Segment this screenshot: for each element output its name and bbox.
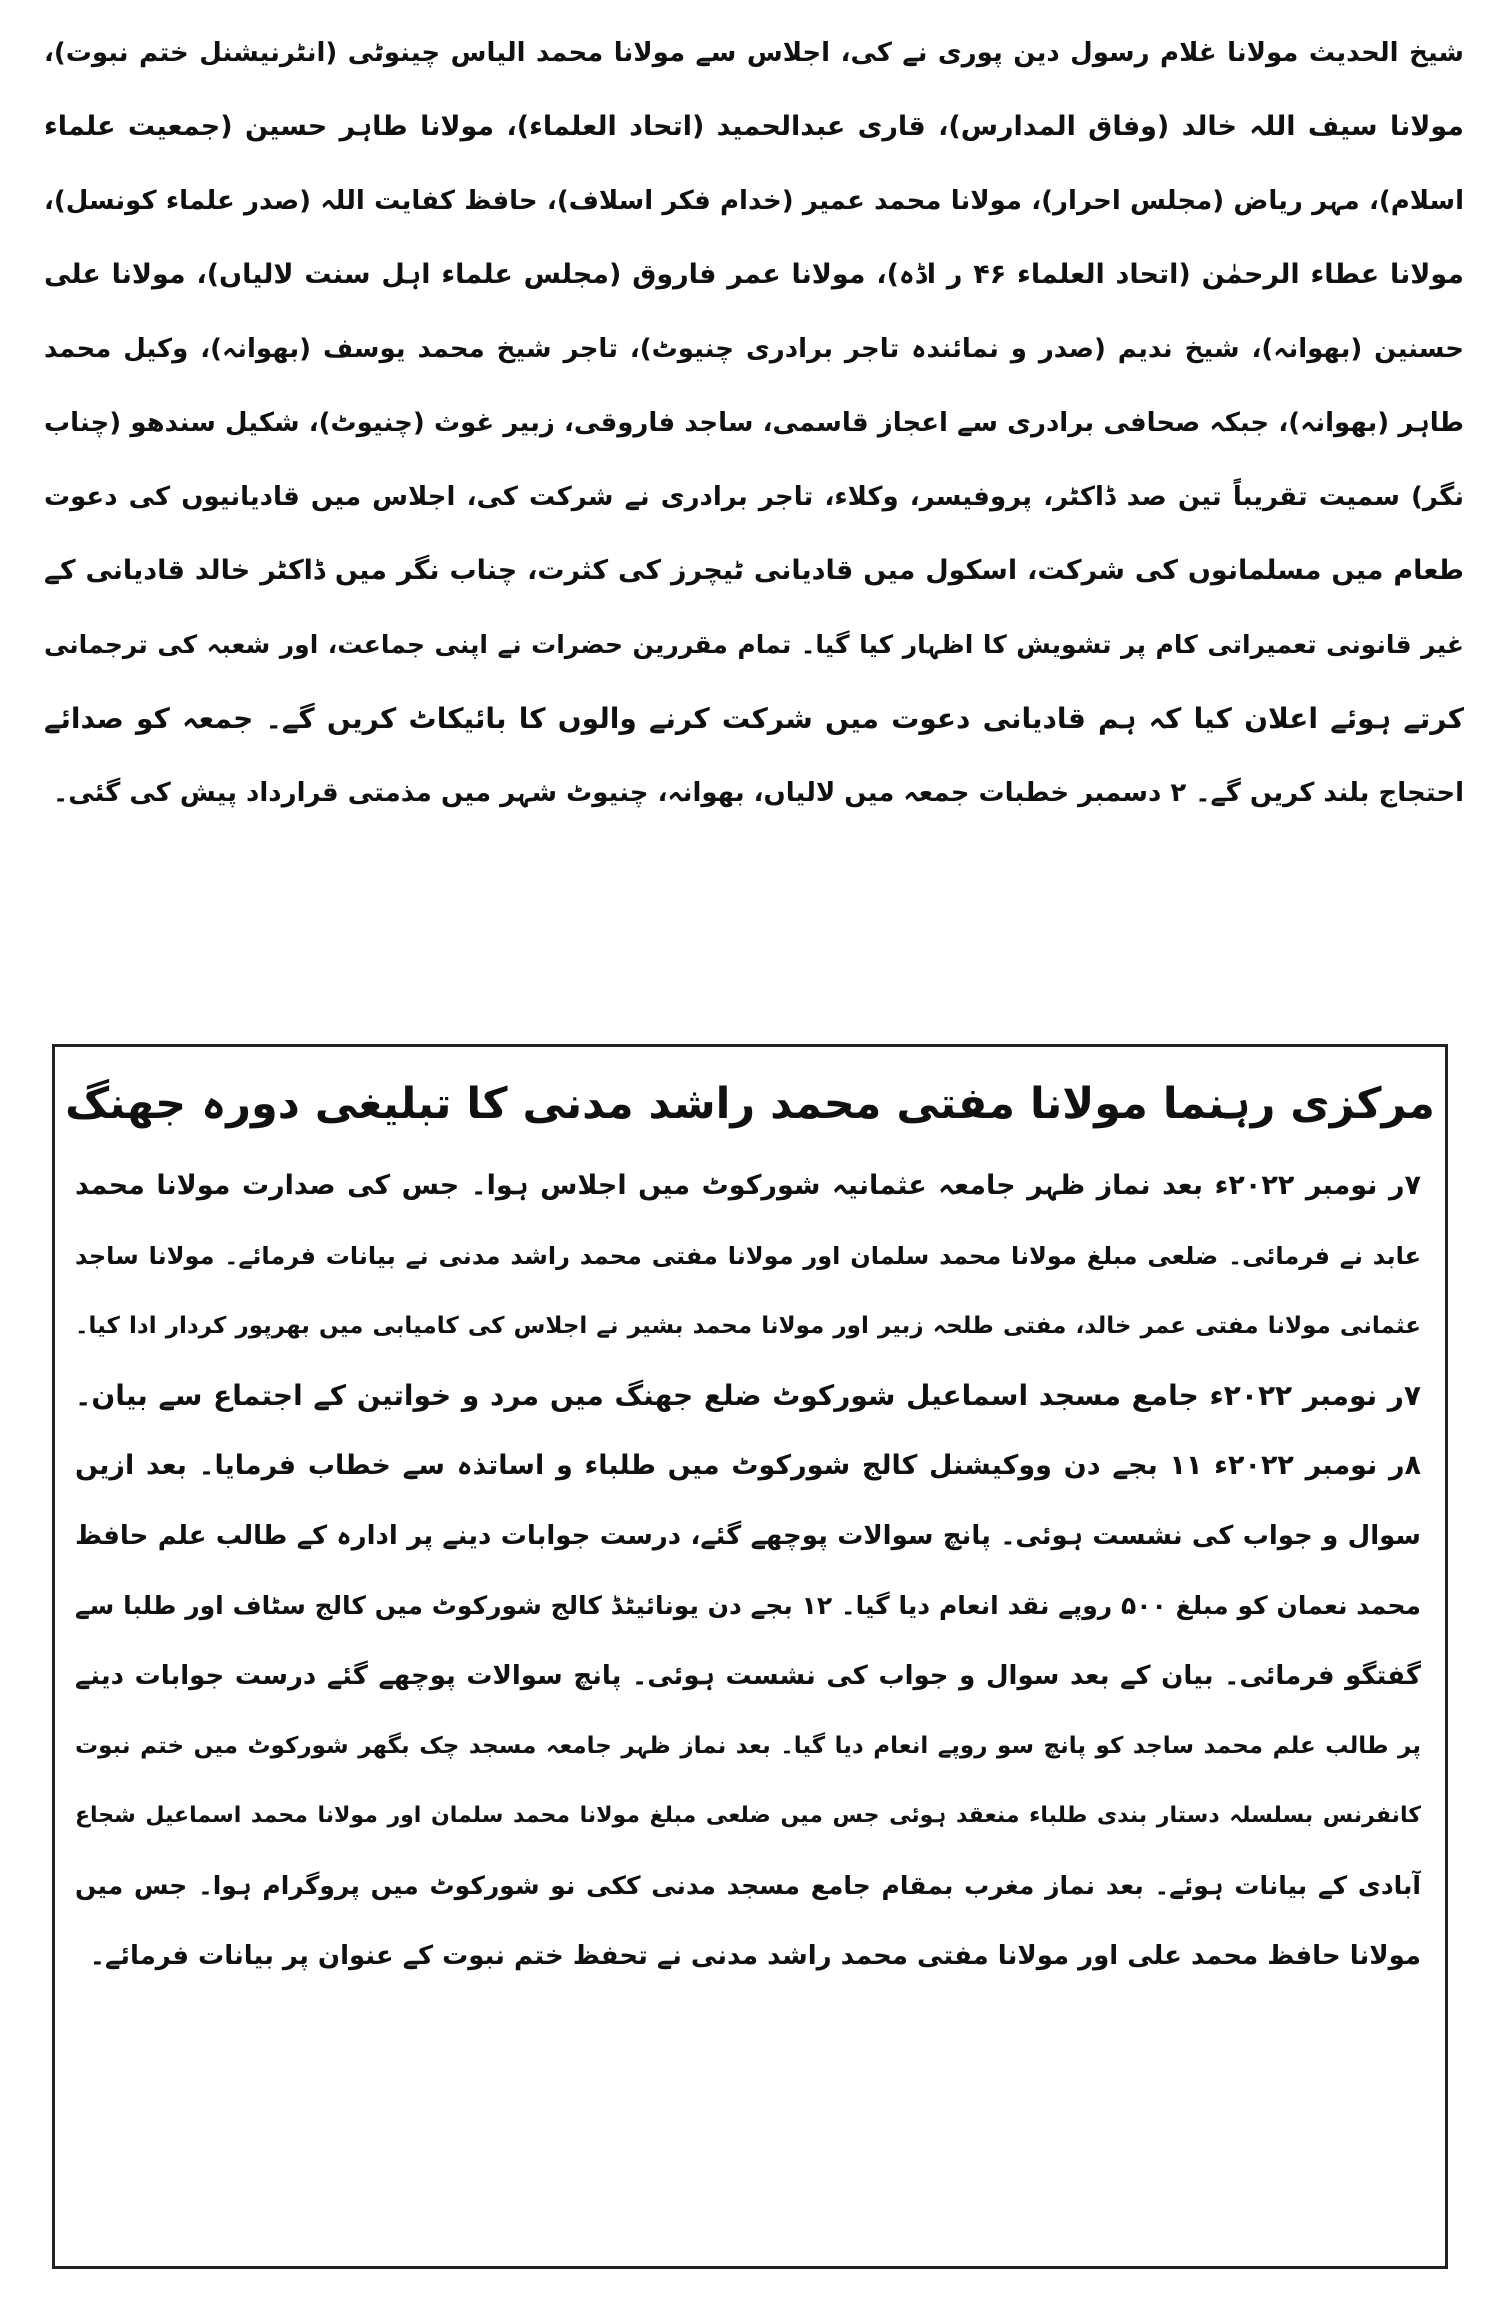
text-line: عثمانی مولانا مفتی عمر خالد، مفتی طلحہ زبیر اور مولانا محمد بشیر نے اجلاس کی کامیابی میں بھرپور کردار ادا کیا۔ xyxy=(75,1313,1421,1339)
text-line: غیر قانونی تعمیراتی کام پر تشویش کا اظہار کیا گیا۔ تمام مقررین حضرات نے اپنی جماعت، اور شعبہ کی ترجمانی xyxy=(44,630,1464,659)
text-line: پر طالب علم محمد ساجد کو پانچ سو روپے انعام دیا گیا۔ بعد نماز ظہر جامعہ مسجد چک بگھر شورکوٹ میں ختم نبوت xyxy=(75,1733,1421,1759)
text-line: عابد نے فرمائی۔ ضلعی مبلغ مولانا محمد سلمان اور مولانا مفتی محمد راشد مدنی نے بیانات فرمائے۔ مولانا ساجد xyxy=(75,1242,1421,1270)
box-headline: مرکزی رہنما مولانا مفتی محمد راشد مدنی کا تبلیغی دورہ جھنگ xyxy=(65,1079,1435,1129)
text-line: ۷ر نومبر ۲۰۲۲ء جامع مسجد اسماعیل شورکوٹ ضلع جھنگ میں مرد و خواتین کے اجتماع سے بیان۔ xyxy=(75,1379,1421,1412)
box-body-text xyxy=(75,1151,1421,1991)
text-line: نگر) سمیت تقریباً تین صد ڈاکٹر، پروفیسر، وکلاء، تاجر برادری نے شرکت کی، اجلاس میں قادیانیوں کی دعوت xyxy=(44,482,1464,512)
text-line: احتجاج بلند کریں گے۔ ۲ دسمبر خطبات جمعہ میں لالیاں، بھوانہ، چنیوٹ شہر میں مذمتی قرارداد پیش کی گئی۔ xyxy=(53,778,1464,808)
text-line: گفتگو فرمائی۔ بیان کے بعد سوال و جواب کی نشست ہوئی۔ پانچ سوالات پوچھے گئے درست جوابات دینے xyxy=(75,1661,1421,1691)
text-line: آبادی کے بیانات ہوئے۔ بعد نماز مغرب بمقام جامع مسجد مدنی ککی نو شورکوٹ میں پروگرام ہوا۔ جس میں xyxy=(75,1871,1421,1900)
text-line: مولانا سیف اللہ خالد (وفاق المدارس)، قاری عبدالحمید (اتحاد العلماء)، مولانا طاہر حسین (جمعیت علماء xyxy=(44,111,1464,142)
text-line: ۷ر نومبر ۲۰۲۲ء بعد نماز ظہر جامعہ عثمانیہ شورکوٹ میں اجلاس ہوا۔ جس کی صدارت مولانا محمد xyxy=(75,1170,1421,1201)
text-line: طعام میں مسلمانوں کی شرکت، اسکول میں قادیانی ٹیچرز کی کثرت، چناب نگر میں ڈاکٹر خالد قادیانی کے xyxy=(44,555,1464,586)
text-line: اسلام)، مہر ریاض (مجلس احرار)، مولانا محمد عمیر (خدام فکر اسلاف)، حافظ کفایت اللہ (صدر علماء کونسل)، xyxy=(44,186,1464,216)
text-line: طاہر (بھوانہ)، جبکہ صحافی برادری سے اعجاز قاسمی، ساجد فاروقی، زبیر غوث (چنیوٹ)، شکیل سندھو (چناب xyxy=(44,408,1464,438)
text-line: مولانا حافظ محمد علی اور مولانا مفتی محمد راشد مدنی نے تحفظ ختم نبوت کے عنوان پر بیانات فرمائے۔ xyxy=(89,1941,1421,1971)
boxed-news-item xyxy=(52,1044,1448,2269)
text-line: سوال و جواب کی نشست ہوئی۔ پانچ سوالات پوچھے گئے، درست جوابات دینے پر ادارہ کے طالب علم حافظ xyxy=(75,1521,1421,1551)
text-line: شیخ الحدیث مولانا غلام رسول دین پوری نے کی، اجلاس سے مولانا محمد الیاس چینوٹی (انٹرنیشنل ختم نبوت)، xyxy=(44,38,1464,68)
text-line: کرتے ہوئے اعلان کیا کہ ہم قادیانی دعوت میں شرکت کرنے والوں کا بائیکاٹ کریں گے۔ جمعہ کو صدائے xyxy=(44,702,1464,735)
text-line: کانفرنس بسلسلہ دستار بندی طلباء منعقد ہوئی جس میں ضلعی مبلغ مولانا محمد سلمان اور مولانا محمد اسماعیل شجاع xyxy=(75,1803,1421,1828)
upper-article-paragraph xyxy=(44,16,1464,830)
text-line: محمد نعمان کو مبلغ ۵۰۰ روپے نقد انعام دیا گیا۔ ۱۲ بجے دن یونائیٹڈ کالج شورکوٹ میں کالج سٹاف اور طلبا سے xyxy=(75,1591,1421,1620)
text-line: ۸ر نومبر ۲۰۲۲ء ۱۱ بجے دن ووکیشنل کالج شورکوٹ میں طلباء و اساتذہ سے خطاب فرمایا۔ بعد ازیں xyxy=(75,1450,1421,1481)
text-line: مولانا عطاء الرحمٰن (اتحاد العلماء ۴۶ ر اڈہ)، مولانا عمر فاروق (مجلس علماء اہل سنت لالیاں)، مولانا علی xyxy=(44,259,1464,290)
text-line: حسنین (بھوانہ)، شیخ ندیم (صدر و نمائندہ تاجر برادری چنیوٹ)، تاجر شیخ محمد یوسف (بھوانہ)، وکیل محمد xyxy=(44,334,1464,364)
